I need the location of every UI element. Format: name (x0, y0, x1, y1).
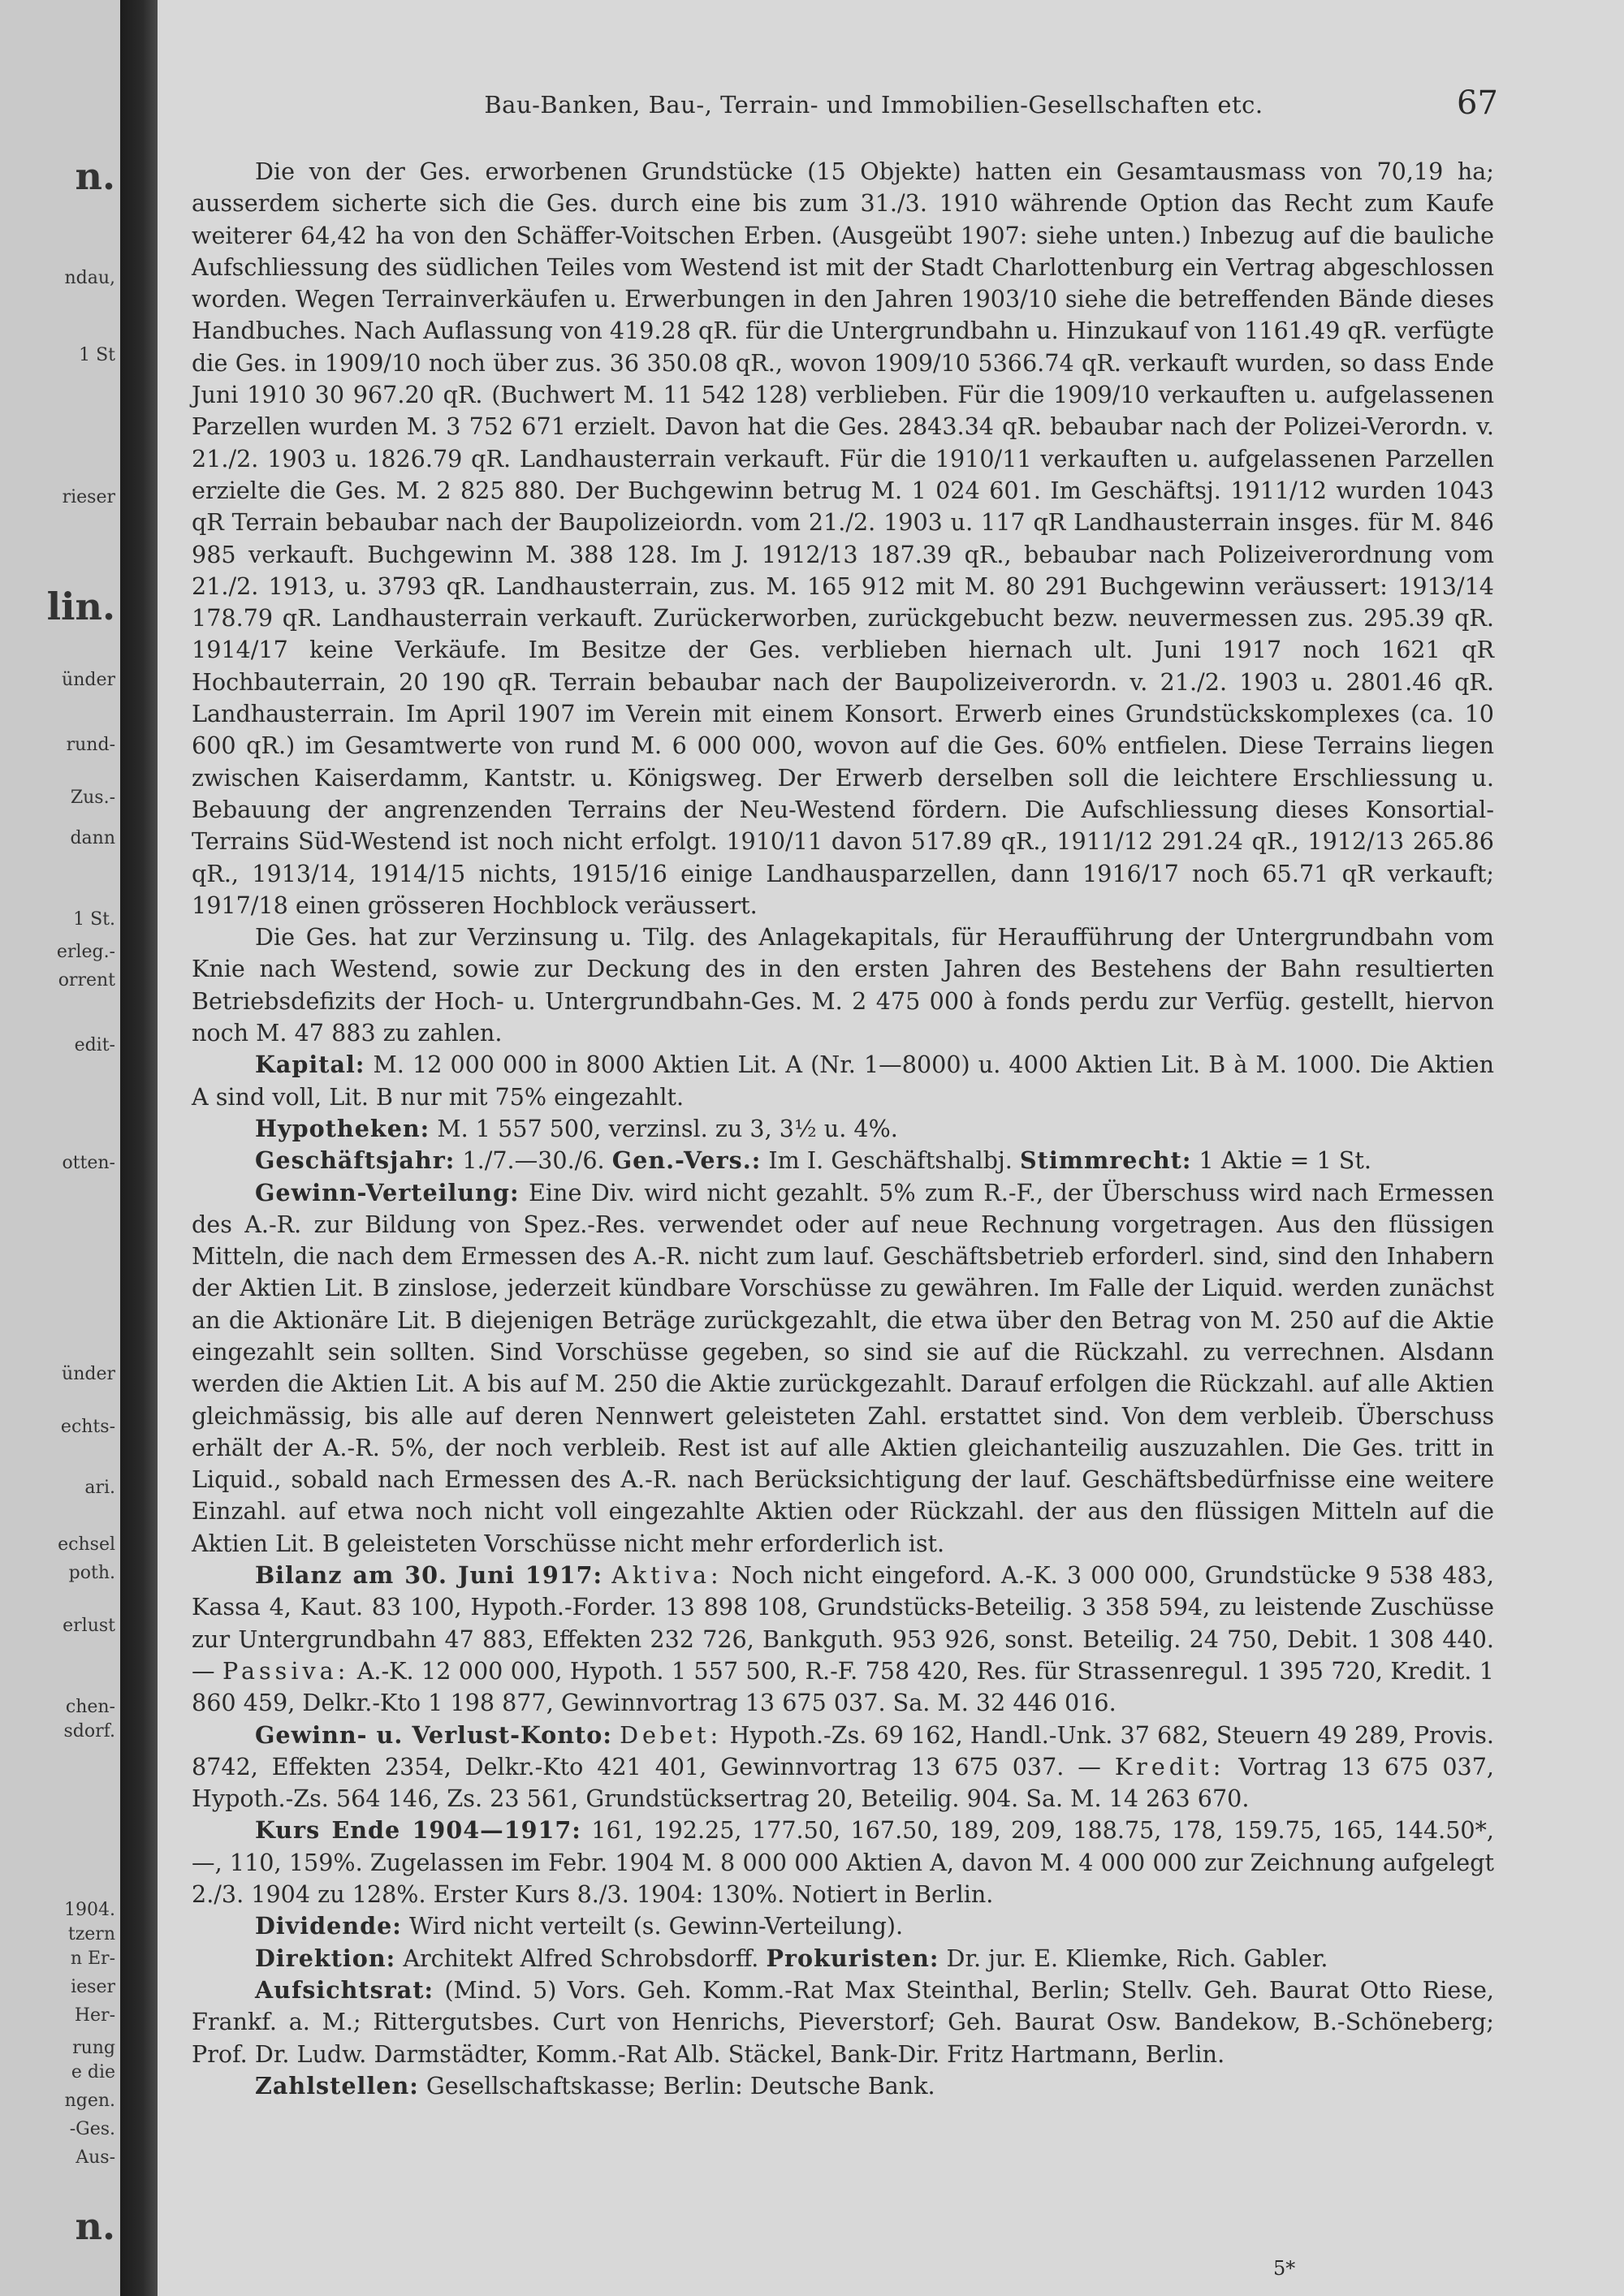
margin-fragment: rieser (62, 487, 115, 507)
label-gen-vers: Gen.-Vers.: (611, 1146, 762, 1175)
margin-fragment: dann (70, 828, 115, 848)
label-aufsichtsrat: Aufsichtsrat: (255, 1975, 434, 2004)
margin-fragment: ieser (71, 1977, 115, 1997)
text-kapital: M. 12 000 000 in 8000 Aktien Lit. A (Nr. 1—8000) u. 4000 Aktien Lit. B à M. 1000. Die Aktien A sind voll, Lit. B nur mit 75% eingezahlt. (192, 1051, 1494, 1111)
margin-fragment: ngen. (64, 2091, 115, 2111)
margin-fragment: ari. (84, 1478, 115, 1498)
label-hypotheken: Hypotheken: (255, 1114, 430, 1142)
margin-fragment: edit- (74, 1035, 115, 1055)
text-zahlstellen: Gesellschaftskasse; Berlin: Deutsche Bank. (425, 2071, 935, 2100)
text-kurs: 161, 192.25, 177.50, 167.50, 189, 209, 188.75, 178, 159.75, 165, 144.50*, —, 110, 159%. Zugelassen im Febr. 1904 M. 8 000 000 Aktien A, davon M. 4 000 000 zur Zeichnung aufgelegt 2./3. 1904 zu 128%. Erster Kurs 8./3. 1904: 130%. Notiert in Berlin. (192, 1816, 1494, 1909)
margin-fragment: -Ges. (69, 2119, 115, 2139)
text-geschaeftsjahr: 1./7.—30./6. (462, 1146, 605, 1175)
margin-fragment: erleg.- (56, 942, 115, 962)
margin-fragment: 1904. (64, 1900, 115, 1920)
margin-fragment: orrent (58, 970, 115, 990)
section-zahlstellen (192, 2070, 1494, 2102)
label-gewinn-verteilung: Gewinn-Verteilung: (255, 1178, 520, 1206)
label-passiva: Passiva: (222, 1656, 350, 1685)
margin-fragment: chen- (65, 1697, 115, 1717)
label-gewinn-verlust: Gewinn- u. Verlust-Konto: (255, 1720, 612, 1749)
margin-fragment: rung (72, 2038, 115, 2058)
margin-fragment: Zus.- (70, 788, 115, 808)
margin-fragment: echts- (60, 1417, 115, 1437)
text-gen-vers: Im I. Geschäftshalbj. (768, 1146, 1013, 1175)
signature-mark: 5* (1273, 2257, 1296, 2280)
adjacent-page-margin (0, 0, 120, 2296)
margin-fragment: otten- (62, 1153, 115, 1173)
margin-fragment: n Er- (70, 1949, 115, 1969)
section-direktion (192, 1943, 1494, 1974)
running-title: Bau-Banken, Bau-, Terrain- und Immobilien-Gesellschaften etc. (484, 91, 1263, 119)
margin-fragment: poth. (68, 1563, 115, 1583)
margin-fragment: Aus- (76, 2147, 115, 2168)
text-hypotheken: M. 1 557 500, verzinsl. zu 3, 3½ u. 4%. (437, 1114, 898, 1142)
section-aufsichtsrat (192, 1974, 1494, 2070)
label-stimmrecht: Stimmrecht: (1019, 1146, 1192, 1175)
text-kredit: Vortrag 13 675 037, Hypoth.-Zs. 564 146, Zs. 23 561, Grundstücksertrag 20, Beteilig. 904. Sa. M. 14 263 670. (192, 1752, 1495, 1813)
section-bilanz (192, 1560, 1494, 1719)
section-kapital (192, 1049, 1494, 1113)
section-kurs (192, 1815, 1494, 1910)
section-geschaeftsjahr (192, 1145, 1494, 1176)
paragraph-untergrundbahn: Die Ges. hat zur Verzinsung u. Tilg. des Anlagekapitals, für Heraufführung der Untergrundbahn vom Knie nach Westend, sowie zur Deckung des in den ersten Jahren des Bestehens der Bahn resultierten Betriebsdefizits der Hoch- u. Untergrundbahn-Ges. M. 2 475 000 à fonds perdu zur Verfüg. gestellt, hiervon noch M. 47 883 zu zahlen. (192, 923, 1494, 1047)
label-kredit: Kredit: (1114, 1752, 1225, 1780)
label-aktiva: Aktiva: (611, 1561, 723, 1590)
text-stimmrecht: 1 Aktie = 1 St. (1199, 1146, 1371, 1175)
section-gewinn-verlust (192, 1720, 1494, 1815)
text-gewinn-verteilung: Eine Div. wird nicht gezahlt. 5% zum R.-F., der Überschuss wird nach Ermessen des A.-R. zur Bildung von Spez.-Res. verwendet oder auf neue Rechnung vorgetragen. Aus den flüssigen Mitteln, die nach dem Ermessen des A.-R. nicht zum lauf. Geschäftsbetrieb erforderl. sind, sind den Inhabern der Aktien Lit. B zinslose, jederzeit kündbare Vorschüsse zu gewähren. Im Falle der Liquid. werden zunächst an die Aktionäre Lit. B diejenigen Beträge zurückgezahlt, die etwa über den Betrag von M. 250 auf die Aktie eingezahlt sein sollten. Sind Vorschüsse gegeben, so sind sie auf die Rückzahl. zu verrechnen. Alsdann werden die Aktien Lit. A bis auf M. 250 die Aktie zurückgezahlt. Darauf erfolgen die Rückzahl. auf alle Aktien gleichmässig, bis alle auf deren Nennwert geleisteten Zahl. erstattet sind. Von dem verbleib. Überschuss erhält der A.-R. 5%, der noch verbleib. Rest ist auf alle Aktien gleichanteilig auszuzahlen. Die Ges. tritt in Liquid., sobald nach Ermessen des A.-R. nach Berücksichtigung der lauf. Geschäftsbedürfnisse eine weitere Einzahl. auf etwa noch nicht voll eingezahlte Aktien oder Rückzahl. der aus den flüssigen Mitteln auf die Aktien Lit. B geleisteten Vorschüsse nicht mehr erforderlich ist. (192, 1178, 1495, 1557)
text-aktiva: Noch nicht eingeford. A.-K. 3 000 000, Grundstücke 9 538 483, Kassa 4, Kaut. 83 100, Hypoth.-Forder. 13 898 108, Grundstücks-Beteilig. 3 358 594, zu leistende Zuschüsse zur Untergrundbahn 47 883, Effekten 232 726, Bankguth. 953 926, sonst. Beteilig. 24 750, Debit. 1 308 440. — (192, 1561, 1495, 1685)
margin-fragment: 1 St (79, 345, 115, 365)
label-dividende: Dividende: (255, 1912, 402, 1940)
margin-fragment: rund- (66, 735, 115, 755)
label-bilanz: Bilanz am 30. Juni 1917: (255, 1561, 603, 1590)
margin-fragment: ünder (62, 670, 115, 690)
label-prokuristen: Prokuristen: (766, 1944, 939, 1972)
margin-fragment: Her- (74, 2005, 115, 2026)
label-zahlstellen: Zahlstellen: (255, 2071, 419, 2100)
text-prokuristen: Dr. jur. E. Kliemke, Rich. Gabler. (946, 1944, 1328, 1972)
margin-fragment: erlust (63, 1616, 115, 1636)
section-dividende (192, 1910, 1494, 1942)
margin-fragment: e die (71, 2062, 115, 2082)
book-binding-gutter (120, 0, 158, 2296)
text-dividende: Wird nicht verteilt (s. Gewinn-Verteilung). (408, 1912, 904, 1940)
paragraph-terrain: Die von der Ges. erworbenen Grundstücke (15 Objekte) hatten ein Gesamtausmass von 70,19 ha; ausserdem sicherte sich die Ges. durch eine bis zum 31./3. 1910 währende Option das Recht zum Kaufe weiterer 64,42 ha von den Schäffer-Voitschen Erben. (Ausgeübt 1907: siehe unten.) Inbezug auf die bauliche Aufschliessung des südlichen Teiles vom Westend ist mit der Stadt Charlottenburg ein Vertrag abgeschlossen worden. Wegen Terrainverkäufen u. Erwerbungen in den Jahren 1903/10 siehe die betreffenden Bände dieses Handbuches. Nach Auflassung von 419.28 qR. für die Untergrundbahn u. Hinzukauf von 1161.49 qR. verfügte die Ges. in 1909/10 noch über zus. 36 350.08 qR., wovon 1909/10 5366.74 qR. verkauft wurden, so dass Ende Juni 1910 30 967.20 qR. (Buchwert M. 11 542 128) verblieben. Für die 1909/10 verkauften u. aufgelassenen Parzellen wurden M. 3 752 671 erzielt. Davon hat die Ges. 2843.34 qR. bebaubar nach der Polizei-Verordn. v. 21./2. 1903 u. 1826.79 qR. Landhausterrain verkauft. Für die 1910/11 verkauften u. aufgelassenen Parzellen erzielte die Ges. M. 2 825 880. Der Buchgewinn betrug M. 1 024 601. Im Geschäftsj. 1911/12 wurden 1043 qR Terrain bebaubar nach der Baupolizeiordn. vom 21./2. 1903 u. 117 qR Landhausterrain insges. für M. 846 985 verkauft. Buchgewinn M. 388 128. Im J. 1912/13 187.39 qR., bebaubar nach Polizeiverordnung vom 21./2. 1913, u. 3793 qR. Landhausterrain, zus. M. 165 912 mit M. 80 291 Buchgewinn veräussert: 1913/14 178.79 qR. Landhausterrain verkauft. Zurückerworben, zurückgebucht bezw. neuvermessen zus. 295.39 qR. 1914/17 keine Verkäufe. Im Besitze der Ges. verblieben hiernach ult. Juni 1917 noch 1621 qR Hochbauterrain, 20 190 qR. Terrain bebaubar nach der Baupolizeiverordn. v. 21./2. 1903 u. 2801.46 qR. Landhausterrain. Im April 1907 im Verein mit einem Konsort. Erwerb eines Grundstückskomplexes (ca. 10 600 qR.) im Gesamtwerte von rund M. 6 000 000, wovon auf die Ges. 60% entfielen. Diese Terrains liegen zwischen Kaiserdamm, Kantstr. u. Königsweg. Der Erwerb derselben soll die leichtere Erschliessung u. Bebauung der angrenzenden Terrains der Neu-Westend fördern. Die Aufschliessung dieses Konsortial-Terrains Süd-Westend ist noch nicht erfolgt. 1910/11 davon 517.89 qR., 1911/12 291.24 qR., 1912/13 265.86 qR., 1913/14, 1914/15 nichts, 1915/16 einige Landhausparzellen, dann 1916/17 noch 65.71 qR verkauft; 1917/18 einen grösseren Hochblock veräussert. (192, 158, 1494, 919)
margin-fragment: lin. (46, 585, 115, 628)
section-gewinn-verteilung (192, 1177, 1494, 1560)
margin-fragment: n. (75, 154, 115, 198)
margin-fragment: ndau, (64, 268, 115, 288)
page-body (192, 156, 1494, 2102)
text-aufsichtsrat: (Mind. 5) Vors. Geh. Komm.-Rat Max Steinthal, Berlin; Stellv. Geh. Baurat Otto Riese, Frankf. a. M.; Rittergutsbes. Curt von Henrichs, Pieverstorf; Geh. Baurat Osw. Bandekow, B.-Schöneberg; Prof. Dr. Ludw. Darmstädter, Komm.-Rat Alb. Stäckel, Bank-Dir. Fritz Hartmann, Berlin. (192, 1975, 1494, 2068)
label-geschaeftsjahr: Geschäftsjahr: (255, 1146, 456, 1175)
margin-fragment: echsel (58, 1534, 115, 1555)
margin-fragment: n. (75, 2204, 115, 2248)
margin-fragment: 1 St. (73, 909, 115, 930)
section-hypotheken (192, 1113, 1494, 1145)
page-number: 67 (1457, 84, 1498, 122)
text-direktion: Architekt Alfred Schrobsdorff. (403, 1944, 759, 1972)
label-kurs: Kurs Ende 1904—1917: (255, 1816, 581, 1845)
label-direktion: Direktion: (255, 1944, 396, 1972)
margin-fragment: tzern (67, 1924, 115, 1944)
text-passiva: A.-K. 12 000 000, Hypoth. 1 557 500, R.-F. 758 420, Res. für Strassenregul. 1 395 720, Kredit. 1 860 459, Delkr.-Kto 1 198 877, Gewinnvortrag 13 675 037. Sa. M. 32 446 016. (192, 1656, 1494, 1717)
margin-fragment: ünder (62, 1364, 115, 1384)
label-debet: Debet: (620, 1720, 723, 1749)
label-kapital: Kapital: (255, 1051, 365, 1079)
margin-fragment: sdorf. (63, 1721, 115, 1741)
text-debet: Hypoth.-Zs. 69 162, Handl.-Unk. 37 682, Steuern 49 289, Provis. 8742, Effekten 2354, Delkr.-Kto 421 401, Gewinnvortrag 13 675 037. — (192, 1720, 1495, 1780)
